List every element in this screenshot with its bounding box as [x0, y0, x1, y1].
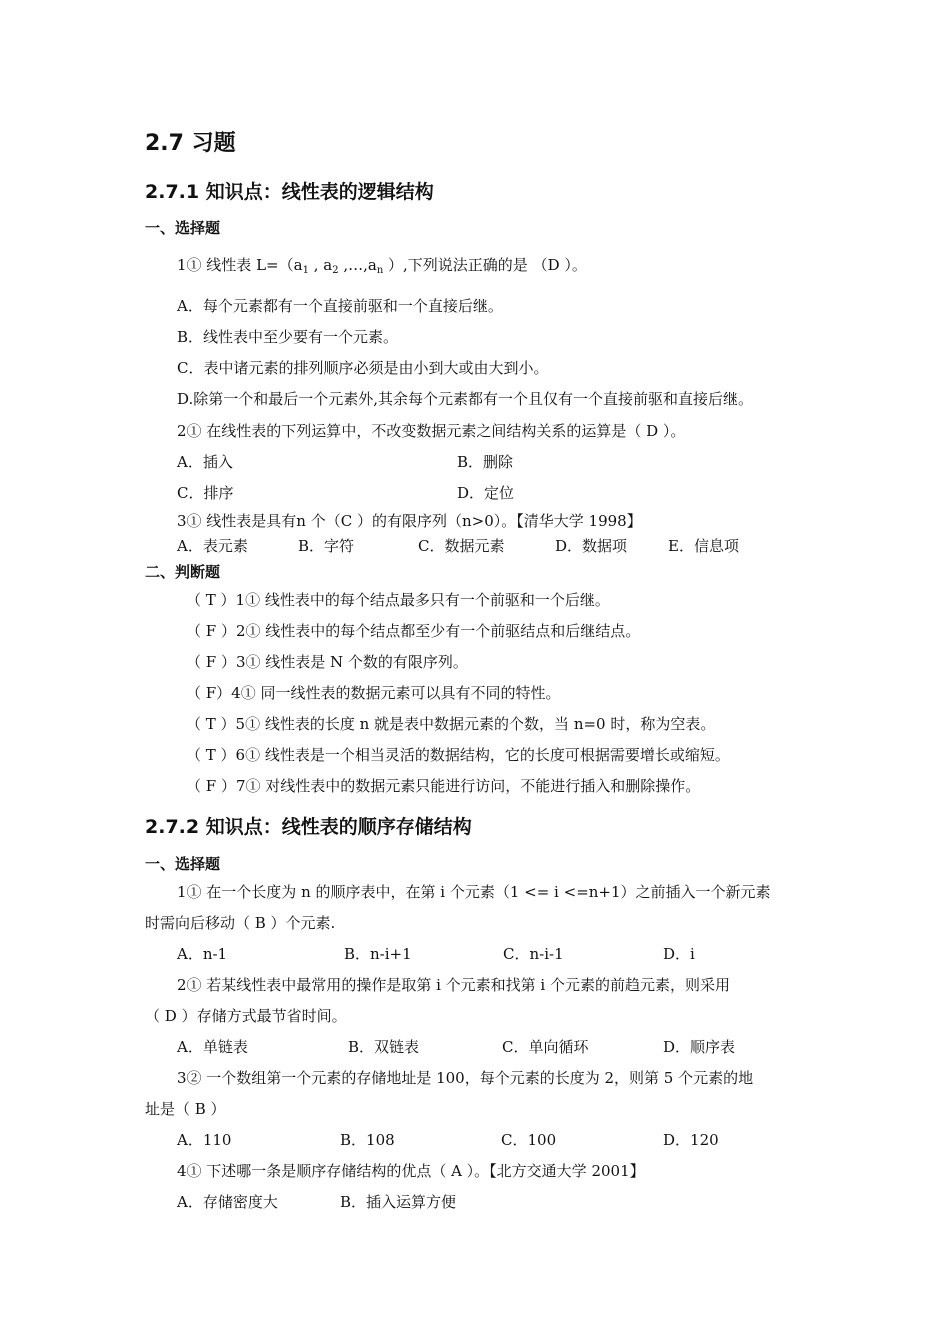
option-272-3-c: C．100 [501, 1131, 557, 1149]
judge-item-6: （ T ）6① 线性表是一个相当灵活的数据结构，它的长度可根据需要增长或缩短。 [186, 746, 730, 764]
option-271-2-b: B．删除 [457, 453, 514, 471]
option-271-1-d: D.除第一个和最后一个元素外,其余每个元素都有一个且仅有一个直接前驱和直接后继。 [177, 390, 754, 408]
option-271-3-c: C．数据元素 [418, 537, 505, 555]
question-272-4: 4① 下述哪一条是顺序存储结构的优点（ A ）。【北方交通大学 2001】 [177, 1162, 645, 1180]
option-271-3-d: D．数据项 [555, 537, 628, 555]
option-272-1-c: C．n-i-1 [503, 945, 564, 963]
option-272-4-b: B．插入运算方便 [340, 1193, 457, 1211]
option-272-4-a: A．存储密度大 [177, 1193, 278, 1211]
question-271-2: 2① 在线性表的下列运算中，不改变数据元素之间结构关系的运算是（ D ）。 [177, 422, 686, 440]
option-272-1-b: B．n-i+1 [344, 945, 412, 963]
question-272-2-line1: 2① 若某线性表中最常用的操作是取第 i 个元素和找第 i 个元素的前趋元素，则采用 [177, 976, 730, 994]
judge-item-3: （ F ）3① 线性表是 N 个数的有限序列。 [186, 653, 468, 671]
judge-item-1: （ T ）1① 线性表中的每个结点最多只有一个前驱和一个后继。 [186, 591, 610, 609]
option-272-3-b: B．108 [340, 1131, 395, 1149]
question-272-3-line2: 址是（ B ） [145, 1100, 226, 1118]
question-272-2-line2: （ D ）存储方式最节省时间。 [145, 1007, 347, 1025]
choice-heading-271: 一、选择题 [145, 219, 221, 237]
choice-heading-272: 一、选择题 [145, 855, 221, 873]
judge-item-4: （ F）4① 同一线性表的数据元素可以具有不同的特性。 [186, 684, 561, 702]
chapter-heading: 2.7 习题 [145, 131, 236, 156]
judge-item-7: （ F ）7① 对线性表中的数据元素只能进行访问，不能进行插入和删除操作。 [186, 777, 701, 795]
question-272-1-line1: 1① 在一个长度为 n 的顺序表中，在第 i 个元素（1 <= i <=n+1）之前插入一个新元素 [177, 883, 771, 901]
option-271-1-c: C．表中诸元素的排列顺序必须是由小到大或由大到小。 [177, 359, 549, 377]
option-271-1-b: B．线性表中至少要有一个元素。 [177, 328, 399, 346]
option-271-3-e: E．信息项 [668, 537, 739, 555]
option-271-2-c: C．排序 [177, 484, 234, 502]
option-271-3-a: A．表元素 [177, 537, 248, 555]
option-271-2-a: A．插入 [177, 453, 233, 471]
option-272-1-a: A．n-1 [177, 945, 228, 963]
option-272-2-c: C．单向循环 [502, 1038, 589, 1056]
question-272-3-line1: 3② 一个数组第一个元素的存储地址是 100，每个元素的长度为 2，则第 5 个元素的地 [177, 1069, 754, 1087]
option-272-1-d: D．i [663, 945, 695, 963]
question-272-1-line2: 时需向后移动（ B ）个元素. [145, 914, 336, 932]
option-271-3-b: B．字符 [298, 537, 355, 555]
judge-heading-271: 二、判断题 [145, 563, 221, 581]
option-272-3-a: A．110 [177, 1131, 232, 1149]
option-271-1-a: A．每个元素都有一个直接前驱和一个直接后继。 [177, 297, 503, 315]
option-272-2-d: D．顺序表 [663, 1038, 736, 1056]
option-271-2-d: D．定位 [457, 484, 515, 502]
question-271-3: 3① 线性表是具有n 个（C ）的有限序列（n>0）。【清华大学 1998】 [177, 512, 642, 530]
judge-item-5: （ T ）5① 线性表的长度 n 就是表中数据元素的个数，当 n=0 时，称为空表。 [186, 715, 716, 733]
section-title-271: 2.7.1 知识点：线性表的逻辑结构 [145, 181, 434, 203]
option-272-2-b: B．双链表 [348, 1038, 420, 1056]
option-272-2-a: A．单链表 [177, 1038, 248, 1056]
option-272-3-d: D．120 [663, 1131, 719, 1149]
judge-item-2: （ F ）2① 线性表中的每个结点都至少有一个前驱结点和后继结点。 [186, 622, 641, 640]
question-271-1: 1① 线性表 $L=(a_1$ , $a_2$ $,\dots,a_n$ ）,下列说法正确的是 （D ）。 [177, 256, 587, 276]
section-title-272: 2.7.2 知识点：线性表的顺序存储结构 [145, 816, 472, 838]
